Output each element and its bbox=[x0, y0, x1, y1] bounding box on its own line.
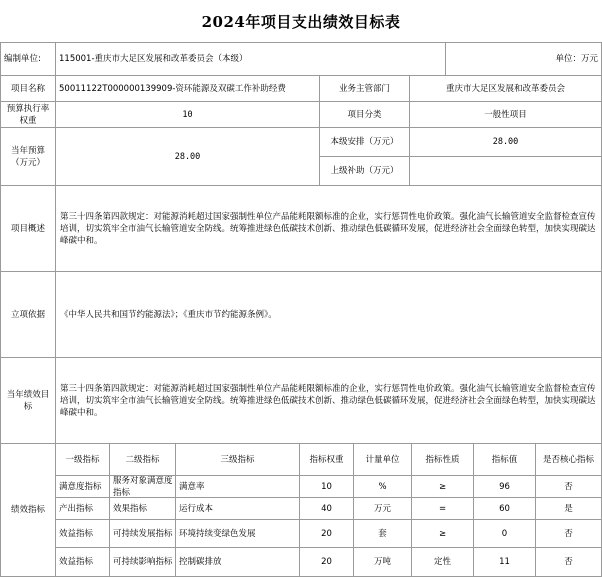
basis-label: 立项依据 bbox=[0, 272, 56, 358]
indicator-row-4-value: 11 bbox=[474, 548, 536, 577]
local-value: 28.00 bbox=[410, 128, 602, 157]
indicator-row-4-unit: 万吨 bbox=[354, 548, 412, 577]
indicator-row-4-core: 否 bbox=[536, 548, 602, 577]
indicator-row-3-level3: 环境持续变绿色发展 bbox=[176, 520, 300, 548]
indicator-row-2-weight: 40 bbox=[300, 498, 354, 520]
col-header-unit: 计量单位 bbox=[354, 444, 412, 476]
category-label: 项目分类 bbox=[320, 102, 410, 128]
indicators-label: 绩效指标 bbox=[0, 444, 56, 577]
indicator-row-3-nature: ≥ bbox=[412, 520, 474, 548]
budget-value: 28.00 bbox=[56, 128, 320, 186]
basis-text: 《中华人民共和国节约能源法》；《重庆市节约能源条例》。 bbox=[56, 272, 602, 358]
indicator-row-1-core: 否 bbox=[536, 476, 602, 498]
col-header-level1: 一级指标 bbox=[56, 444, 110, 476]
indicator-row-3-unit: 套 bbox=[354, 520, 412, 548]
indicator-row-4-level3: 控制碳排放 bbox=[176, 548, 300, 577]
dept-value: 重庆市大足区发展和改革委员会 bbox=[410, 76, 602, 102]
indicator-row-3-level1: 效益指标 bbox=[56, 520, 110, 548]
col-header-level3: 三级指标 bbox=[176, 444, 300, 476]
budget-label: 当年预算（万元） bbox=[0, 128, 56, 186]
col-header-core: 是否核心指标 bbox=[536, 444, 602, 476]
indicator-row-1-level2: 服务对象满意度指标 bbox=[110, 476, 176, 498]
indicator-row-4-nature: 定性 bbox=[412, 548, 474, 577]
rate-label: 预算执行率权重 bbox=[0, 102, 56, 128]
indicator-row-2-level1: 产出指标 bbox=[56, 498, 110, 520]
indicator-row-4-weight: 20 bbox=[300, 548, 354, 577]
unit-value: 115001-重庆市大足区发展和改革委员会（本级） bbox=[56, 42, 446, 76]
indicator-row-2-unit: 万元 bbox=[354, 498, 412, 520]
project-name-label: 项目名称 bbox=[0, 76, 56, 102]
goal-label: 当年绩效目标 bbox=[0, 358, 56, 444]
category-value: 一般性项目 bbox=[410, 102, 602, 128]
unit-label: 编制单位: bbox=[0, 42, 56, 76]
indicator-row-2-level2: 效果指标 bbox=[110, 498, 176, 520]
indicator-row-1-value: 96 bbox=[474, 476, 536, 498]
indicator-row-1-level3: 满意率 bbox=[176, 476, 300, 498]
indicator-row-4-level1: 效益指标 bbox=[56, 548, 110, 577]
indicator-row-1-weight: 10 bbox=[300, 476, 354, 498]
indicator-row-1-unit: % bbox=[354, 476, 412, 498]
money-unit: 单位：万元 bbox=[446, 42, 602, 76]
indicator-row-3-value: 0 bbox=[474, 520, 536, 548]
indicator-row-2-level3: 运行成本 bbox=[176, 498, 300, 520]
indicator-row-2-value: 60 bbox=[474, 498, 536, 520]
subsidy-value bbox=[410, 157, 602, 186]
indicator-row-1-nature: ≥ bbox=[412, 476, 474, 498]
local-label: 本级安排（万元） bbox=[320, 128, 410, 157]
goal-text: 第三十四条第四款规定：对能源消耗超过国家强制性单位产品能耗限额标准的企业，实行惩罚性电价政策。强化油气长输管道安全监督检查宣传培训，切实筑牢全市油气长输管道安全防线。统筹推进绿色低碳技术创新、推动绿色低碳循环发展，促进经济社会全面绿色转型，加快实现碳达峰碳中和。 bbox=[56, 358, 602, 444]
subsidy-label: 上级补助（万元） bbox=[320, 157, 410, 186]
project-name-value: 50011122T000000139909-资环能源及双碳工作补助经费 bbox=[56, 76, 320, 102]
dept-label: 业务主管部门 bbox=[320, 76, 410, 102]
col-header-nature: 指标性质 bbox=[412, 444, 474, 476]
indicator-row-3-weight: 20 bbox=[300, 520, 354, 548]
rate-value: 10 bbox=[56, 102, 320, 128]
indicator-row-3-level2: 可持续发展指标 bbox=[110, 520, 176, 548]
indicator-row-4-level2: 可持续影响指标 bbox=[110, 548, 176, 577]
indicator-row-2-nature: = bbox=[412, 498, 474, 520]
indicator-row-1-level1: 满意度指标 bbox=[56, 476, 110, 498]
indicator-row-3-core: 否 bbox=[536, 520, 602, 548]
overview-label: 项目概述 bbox=[0, 186, 56, 272]
col-header-level2: 二级指标 bbox=[110, 444, 176, 476]
table-title: 2024年项目支出绩效目标表 bbox=[201, 12, 401, 31]
col-header-weight: 指标权重 bbox=[300, 444, 354, 476]
indicator-row-2-core: 是 bbox=[536, 498, 602, 520]
overview-text: 第三十四条第四款规定：对能源消耗超过国家强制性单位产品能耗限额标准的企业，实行惩罚性电价政策。强化油气长输管道安全监督检查宣传培训，切实筑牢全市油气长输管道安全防线。统筹推进绿色低碳技术创新、推动绿色低碳循环发展，促进经济社会全面绿色转型，加快实现碳达峰碳中和。 bbox=[56, 186, 602, 272]
col-header-value: 指标值 bbox=[474, 444, 536, 476]
